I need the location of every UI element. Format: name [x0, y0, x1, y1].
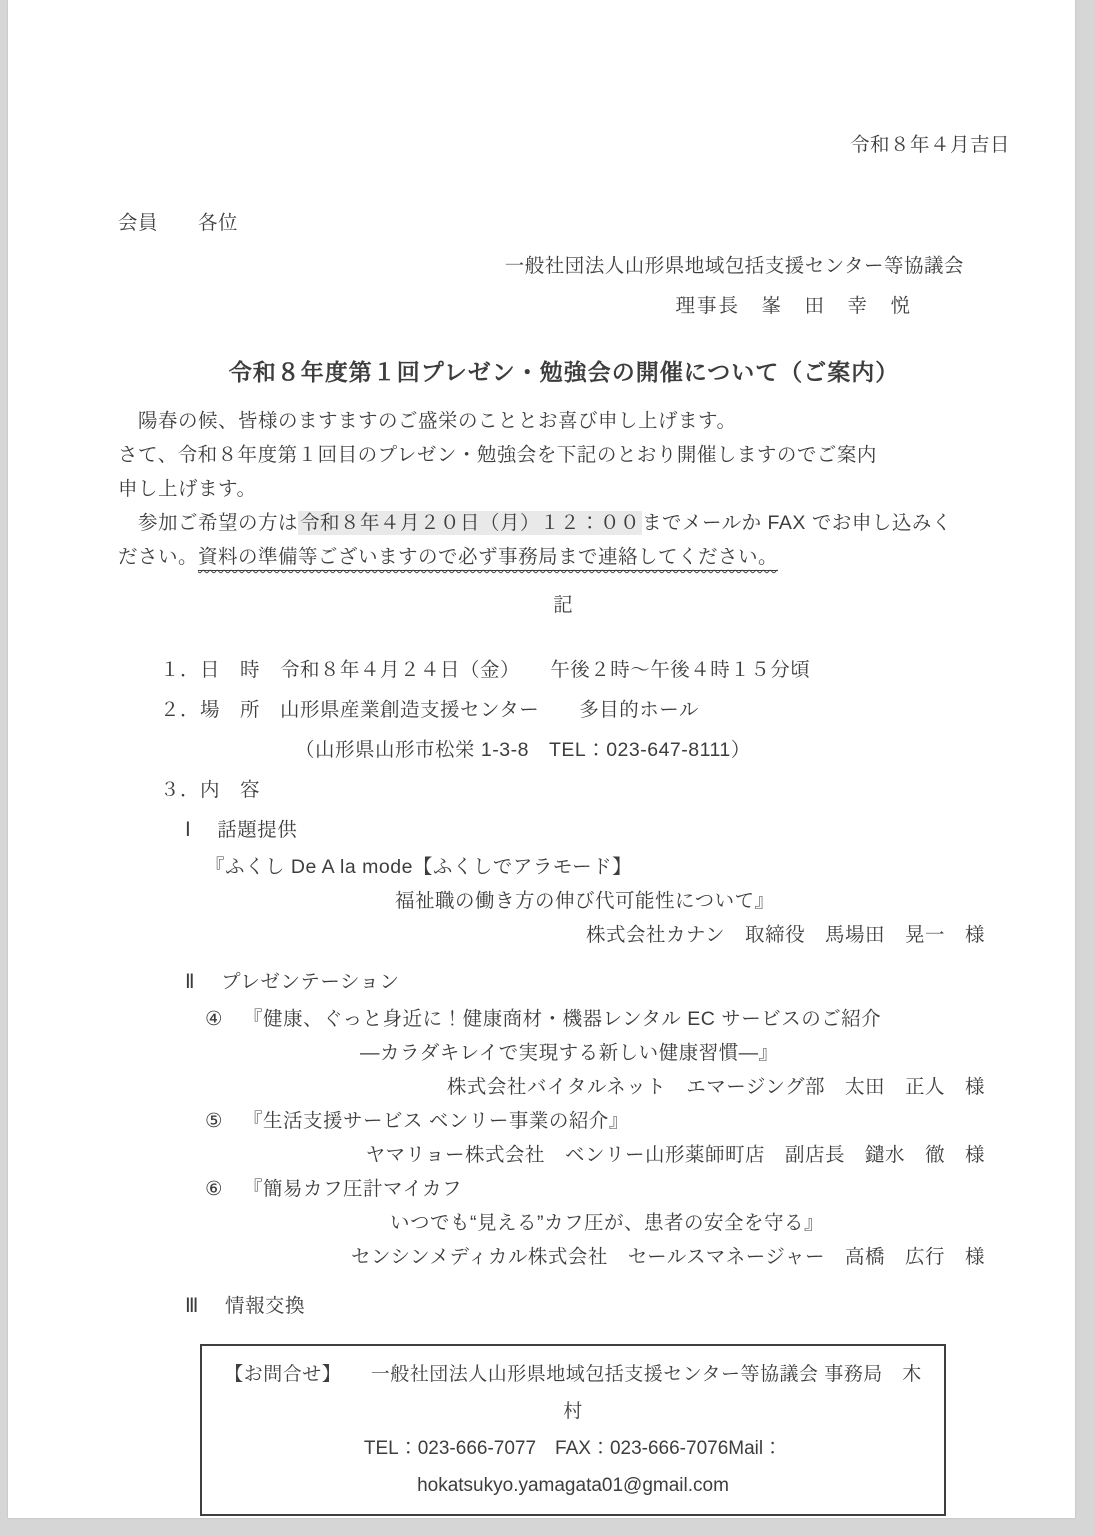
talk-title-line-1: 『ふくし De A la mode【ふくしでアラモード】	[205, 856, 633, 878]
section-3-title: 情報交換	[224, 1295, 305, 1317]
apply-cont-prefix: ださい。	[118, 546, 199, 568]
detail-place-note: （山形県山形市松栄 1-3-8 TEL：023-647-8111）	[295, 739, 751, 761]
contact-box-line-1: 【お問合せ】 一般社団法人山形県地域包括支援センター等協議会 事務局 木村	[224, 1364, 922, 1422]
detail-place: ２．場 所 山形県産業創造支援センター 多目的ホール	[160, 699, 699, 721]
presentation-6-title-line-1	[205, 1172, 1010, 1206]
letter-content	[8, 0, 1075, 1516]
circled-number-5: ⑤	[205, 1110, 223, 1132]
presentation-5-presenter: ヤマリョー株式会社 ベンリー山形薬師町店 副店長 鑓水 徹 様	[365, 1144, 985, 1166]
apply-line-2	[118, 540, 1010, 574]
document-title: 令和８年度第１回プレゼン・勉強会の開催について（ご案内）	[228, 359, 900, 385]
record-heading: 記	[553, 594, 575, 616]
circled-number-6: ⑥	[205, 1178, 223, 1200]
recipient-line: 会員 各位	[118, 212, 239, 234]
apply-prefix: 参加ご希望の方は	[118, 512, 299, 534]
presentation-6-presenter: センシンメディカル株式会社 セールスマネージャー 高橋 広行 様	[351, 1246, 985, 1268]
talk-presenter: 株式会社カナン 取締役 馬場田 晃一 様	[585, 924, 985, 946]
presentation-6-title-text: 『簡易カフ圧計マイカフ	[242, 1178, 463, 1200]
details-list	[160, 650, 1010, 810]
sender-organization: 一般社団法人山形県地域包括支援センター等協議会	[504, 255, 964, 277]
presentation-4-title-line-2: ―カラダキレイで実現する新しい健康習慣―』	[360, 1042, 779, 1064]
presentation-item-4	[160, 1002, 1010, 1104]
section-2-numeral: Ⅱ	[185, 971, 196, 993]
sender-president: 理事長 峯 田 幸 悦	[675, 295, 912, 317]
apply-suffix: までメールか FAX でお申し込みく	[642, 512, 952, 534]
presentation-item-5	[160, 1104, 1010, 1172]
presentation-5-title-text: 『生活支援サービス ベンリー事業の紹介』	[242, 1110, 629, 1132]
apply-line-1	[118, 506, 1010, 540]
apply-emphasis-underlined: 資料の準備等ございますので必ず事務局まで連絡してください。	[198, 546, 778, 571]
presentation-item-6	[160, 1172, 1010, 1274]
talk-title-line-2: 福祉職の働き方の伸び代可能性について』	[395, 890, 775, 912]
section-1-numeral: Ⅰ	[185, 819, 192, 841]
letter-paper	[8, 0, 1075, 1518]
section-2-title: プレゼンテーション	[221, 971, 400, 993]
issue-date: 令和８年４月吉日	[849, 134, 1010, 156]
contact-box	[200, 1344, 946, 1516]
section-1-title: 話題提供	[217, 819, 298, 841]
presentation-5-title-line-1	[205, 1104, 1010, 1138]
circled-number-4: ④	[205, 1008, 223, 1030]
section-3-heading	[185, 1286, 1010, 1326]
content-sections	[160, 810, 1010, 1326]
presentation-4-title-text: 『健康、ぐっと身近に！健康商材・機器レンタル EC サービスのご紹介	[242, 1008, 882, 1030]
contact-box-line-2: TEL：023-666-7077 FAX：023-666-7076Mail：hokatsukyo.yamagata01@gmail.com	[363, 1438, 783, 1496]
greeting-line: 陽春の候、皆様のますますのご盛栄のこととお喜び申し上げます。	[118, 410, 737, 432]
presentation-6-title-line-2: いつでも“見える”カフ圧が、患者の安全を守る』	[390, 1212, 824, 1234]
body-paragraphs	[118, 404, 1010, 574]
intro-line-1: さて、令和８年度第１回目のプレゼン・勉強会を下記のとおり開催しますのでご案内	[118, 444, 877, 466]
intro-line-2: 申し上げます。	[118, 478, 257, 500]
sender-block	[118, 246, 1010, 326]
apply-deadline-highlight: 令和８年４月２０日（月）１２：００	[300, 512, 641, 534]
section-3-numeral: Ⅲ	[185, 1295, 199, 1317]
presentation-4-title-line-1	[205, 1002, 1010, 1036]
section-1-heading	[185, 810, 1010, 850]
presentation-4-presenter: 株式会社バイタルネット エマージング部 太田 正人 様	[446, 1076, 985, 1098]
detail-contents: ３．内 容	[160, 779, 261, 801]
detail-datetime: １．日 時 令和８年４月２４日（金） 午後２時～午後４時１５分頃	[160, 659, 811, 681]
section-2-heading	[185, 962, 1010, 1002]
